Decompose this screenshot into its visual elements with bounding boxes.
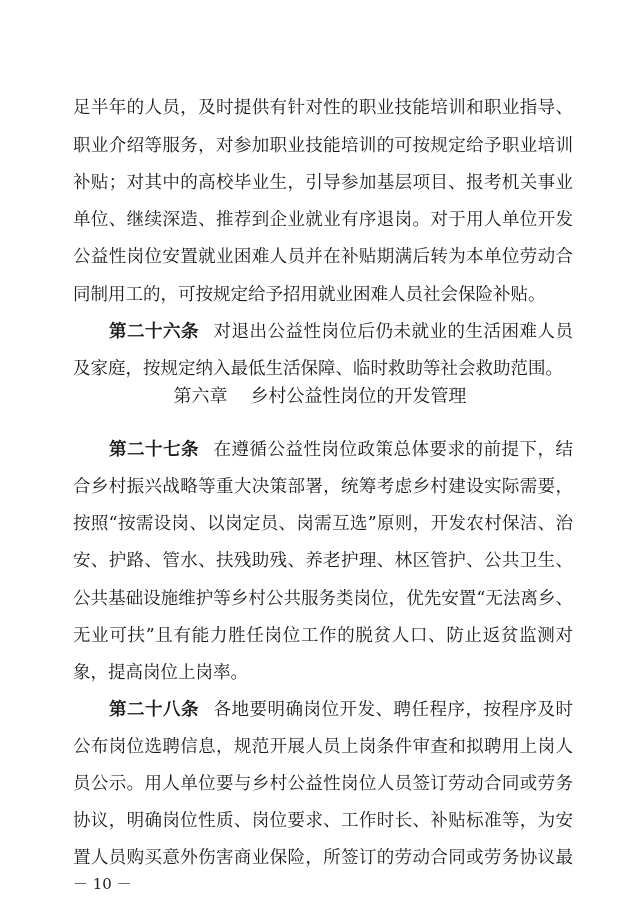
article-26-title: 第二十六条 [109,322,199,342]
body-text-line: 公共基础设施维护等乡村公共服务类岗位，优先安置“无法离乡、 [73,589,573,609]
body-text-line: 象，提高岗位上岗率。 [73,663,248,683]
article-28-title: 第二十八条 [109,700,199,720]
article-26-first-line [109,320,573,346]
body-text-line: 补贴；对其中的高校毕业生，引导参加基层项目、报考机关事业 [73,173,573,193]
article-27-first-line [109,438,573,464]
article-26-text: 对退出公益性岗位后仍未就业的生活困难人员 [213,322,573,342]
body-text-line: 无业可扶”且有能力胜任岗位工作的脱贫人口、防止返贫监测对 [73,626,573,646]
body-text-line: 职业介绍等服务，对参加职业技能培训的可按规定给予职业培训 [73,136,573,156]
body-text-line: 置人员购买意外伤害商业保险，所签订的劳动合同或劳务协议最 [73,848,573,868]
body-text-line: 员公示。用人单位要与乡村公益性岗位人员签订劳动合同或劳务 [73,774,573,794]
article-28-text: 各地要明确岗位开发、聘任程序，按程序及时 [213,700,573,720]
page-number: － 10 － [73,875,132,893]
body-text-line: 按照“按需设岗、以岗定员、岗需互选”原则，开发农村保洁、治 [73,514,573,534]
chapter-heading [0,384,640,410]
chapter-title: 乡村公益性岗位的开发管理 [250,386,467,407]
body-text-line: 公布岗位选聘信息，规范开展人员上岗条件审查和拟聘用上岗人 [73,737,573,757]
body-text-line: 单位、继续深造、推荐到企业就业有序退岗。对于用人单位开发 [73,210,573,230]
article-27-title: 第二十七条 [109,440,199,460]
body-text-line: 足半年的人员，及时提供有针对性的职业技能培训和职业指导、 [73,98,573,118]
body-text-line: 公益性岗位安置就业困难人员并在补贴期满后转为本单位劳动合 [73,247,573,267]
body-text-line: 协议，明确岗位性质、岗位要求、工作时长、补贴标准等，为安 [73,811,573,831]
body-text-line: 安、护路、管水、扶残助残、养老护理、林区管护、公共卫生、 [73,551,573,571]
article-27-text: 在遵循公益性岗位政策总体要求的前提下，结 [213,440,573,460]
body-text-line: 同制用工的，可按规定给予招用就业困难人员社会保险补贴。 [73,285,546,305]
body-text-line: 合乡村振兴战略等重大决策部署，统筹考虑乡村建设实际需要， [73,477,573,497]
chapter-number: 第六章 [173,386,228,407]
article-28-first-line [109,698,573,724]
body-text-line: 及家庭，按规定纳入最低生活保障、临时救助等社会救助范围。 [73,359,563,379]
